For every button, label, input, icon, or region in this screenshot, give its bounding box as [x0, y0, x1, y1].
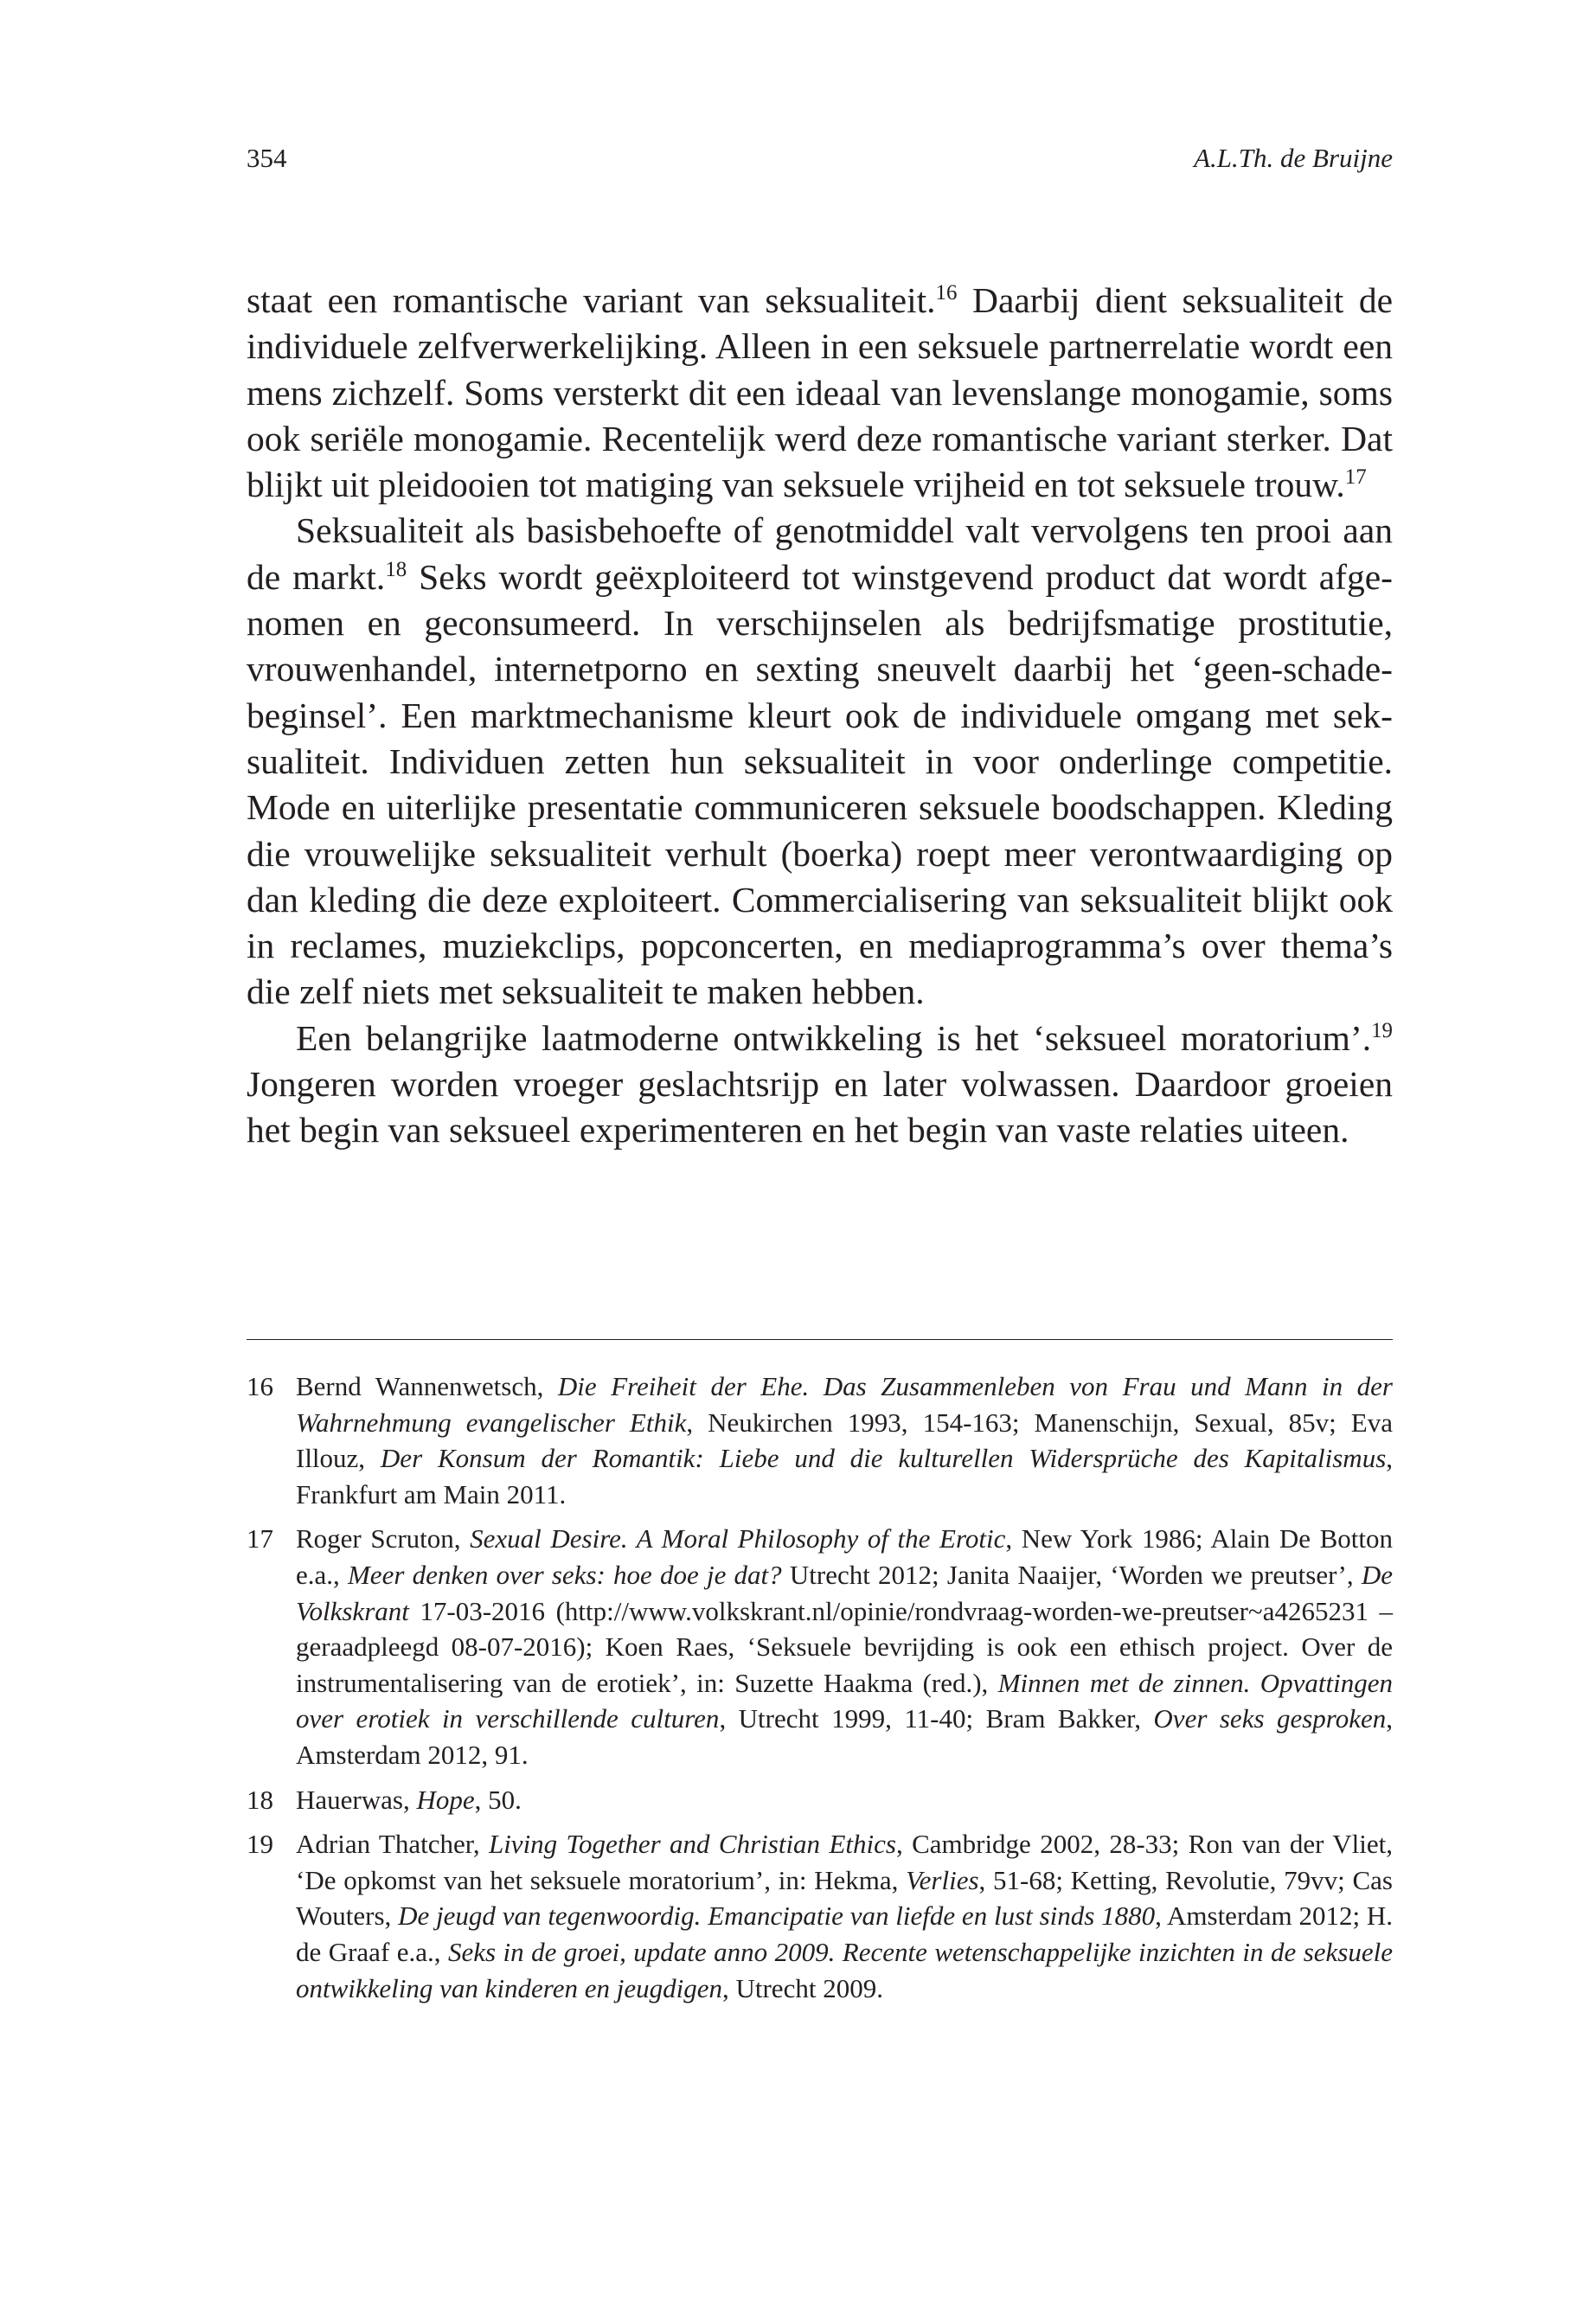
footnote-text: , 50.	[474, 1784, 522, 1815]
footnote-title: Der Konsum der Romantik: Liebe und die kulturellen Widersprüche des Kapitalismus	[380, 1443, 1387, 1474]
page-number: 354	[247, 143, 287, 173]
footnote-title: Minnen met de zinnen. Opvattingen over erotiek in verschillende culturen	[296, 1667, 1393, 1734]
footnote-title: De jeugd van tegenwoordig. Emancipatie van liefde en lust sinds 1880	[398, 1900, 1156, 1932]
footnote-title: Living Together and Christian Ethics	[488, 1829, 896, 1860]
paragraph-text: Seksualiteit als basisbehoefte of genotmiddel valt vervolgens ten prooi aan de markt.	[247, 510, 1393, 597]
footnote-text: , Utrecht 2009.	[721, 1972, 883, 2003]
footnote-number: 16	[247, 1371, 273, 1401]
footnote-text: , Neukirchen 1993, 154-163; Manenschijn, Sexual, 85v; Eva Illouz,	[296, 1407, 1393, 1474]
footnote-title: Meer denken over seks: hoe doe je dat?	[347, 1559, 782, 1590]
footnote-text: , Utrecht 1999, 11-40; Bram Bakker,	[719, 1703, 1154, 1734]
footnote-text: Bernd Wannenwetsch,	[296, 1371, 558, 1401]
footnote-text: 17-03-2016 (http://www.volkskrant.nl/opinie/rondvraag-​worden-we-preutser~a4265231 – geraadpleegd 08-07-2016); Koen Raes, ‘Seksuele bevrijding is ook een ethisch project. Over de instrumentalisering van de erotiek’, in: Suzette Haakma (red.),	[296, 1595, 1393, 1698]
paragraph-text: Daarbij dient seksualiteit de individuele zelfverwerkelijking. Alleen in een seksuele partnerrelatie wordt een mens zichzelf. Soms versterkt dit een ideaal van levenslange monogamie, soms ook seriële monogamie. Recentelijk werd deze romantische variant sterker. Dat blijkt uit pleidooien tot matiging van seksuele vrijheid en tot seksuele trouw.	[247, 280, 1393, 505]
footnote-title: Die Freiheit der Ehe. Das Zusammenleben von Frau und Mann in der Wahrnehmung evangelischer Ethik	[296, 1371, 1393, 1438]
footnote-text: Adrian Thatcher,	[296, 1829, 489, 1860]
footnote-18	[247, 1782, 1393, 1818]
paragraph-text: Seks wordt geëxploiteerd tot winstgevend product dat wordt afgenomen en geconsumeerd. In verschijnselen als bedrijfsmatige prostitutie, vrouwenhandel, internetporno en sexting sneuvelt daarbij het ‘geen-schadebeginsel’. Een marktmechanisme kleurt ook de individuele omgang met seksualiteit. Individuen zetten hun seksualiteit in voor onderlinge competitie. Mode en uiterlijke presentatie communiceren seksuele boodschappen. Kleding die vrouwelijke seksualiteit verhult (boerka) roept meer verontwaardiging op dan kleding die deze exploiteert. Commercialisering van seksualiteit blijkt ook in reclames, muziekclips, popconcerten, en mediaprogramma’s over thema’s die zelf niets met seksualiteit te maken hebben.	[247, 556, 1393, 1012]
footnote-text: , Frankfurt am Main 2011.	[296, 1443, 1394, 1509]
footnote-divider	[247, 1339, 1393, 1340]
footnote-text: , New York 1986; Alain De Botton e.a.,	[296, 1523, 1393, 1590]
footnote-number: 17	[247, 1523, 273, 1554]
footnotes	[247, 1368, 1393, 2015]
footnote-title: De Volkskrant	[296, 1559, 1393, 1626]
footnote-19	[247, 1826, 1393, 2006]
footnote-text: Hauerwas,	[296, 1784, 417, 1815]
footnote-title: Over seks gesproken	[1153, 1703, 1387, 1734]
footnote-number: 18	[247, 1784, 273, 1815]
paragraph-text: Een belangrijke laatmoderne ontwikkeling is het ‘seksueel moratorium’.	[296, 1017, 1372, 1058]
footnote-ref-16[interactable]: 16	[935, 281, 958, 305]
footnote-text: Roger Scruton,	[296, 1523, 471, 1554]
running-head-author: A.L.Th. de Bruijne	[1194, 143, 1393, 173]
footnote-title: Sexual Desire. A Moral Philosophy of the Erotic	[470, 1523, 1006, 1554]
paragraph-text: Jongeren worden vroeger geslachtsrijp en later volwassen. Daardoor groeien het begin van seksueel experimenteren en het begin van vaste relaties uiteen.	[247, 1064, 1393, 1150]
footnote-17	[247, 1521, 1393, 1772]
footnote-text: , 51-68; Ketting, Revolutie, 79vv; Cas Wouters,	[296, 1864, 1393, 1932]
footnote-ref-19[interactable]: 19	[1371, 1018, 1393, 1042]
running-head	[247, 137, 1393, 180]
paragraph-3	[247, 1016, 1393, 1154]
footnote-ref-17[interactable]: 17	[1344, 465, 1367, 490]
footnote-text: , Cambridge 2002, 28-33; Ron van der Vliet, ‘De opkomst van het seksuele moratorium’, in: Hekma,	[296, 1829, 1393, 1895]
footnote-text: , Amsterdam 2012, 91.	[296, 1703, 1393, 1770]
paragraph-1	[247, 278, 1393, 508]
footnote-title: Verlies	[906, 1864, 979, 1895]
footnote-number: 19	[247, 1829, 273, 1860]
footnote-title: Seks in de groei, update anno 2009. Recente wetenschappelijke inzichten in de seksuele ontwikkeling van kinderen en jeugdigen	[296, 1936, 1393, 2003]
body-text	[247, 278, 1393, 1154]
footnote-16	[247, 1368, 1393, 1512]
footnote-text: , Amsterdam 2012; H. de Graaf e.a.,	[296, 1900, 1394, 1967]
paragraph-2	[247, 508, 1393, 1015]
footnote-title: Hope	[416, 1784, 475, 1815]
paragraph-text: staat een romantische variant van seksualiteit.	[247, 280, 936, 320]
footnote-text: Utrecht 2012; Janita Naaijer, ‘Worden we preutser’,	[781, 1559, 1362, 1590]
footnote-ref-18[interactable]: 18	[385, 557, 407, 581]
